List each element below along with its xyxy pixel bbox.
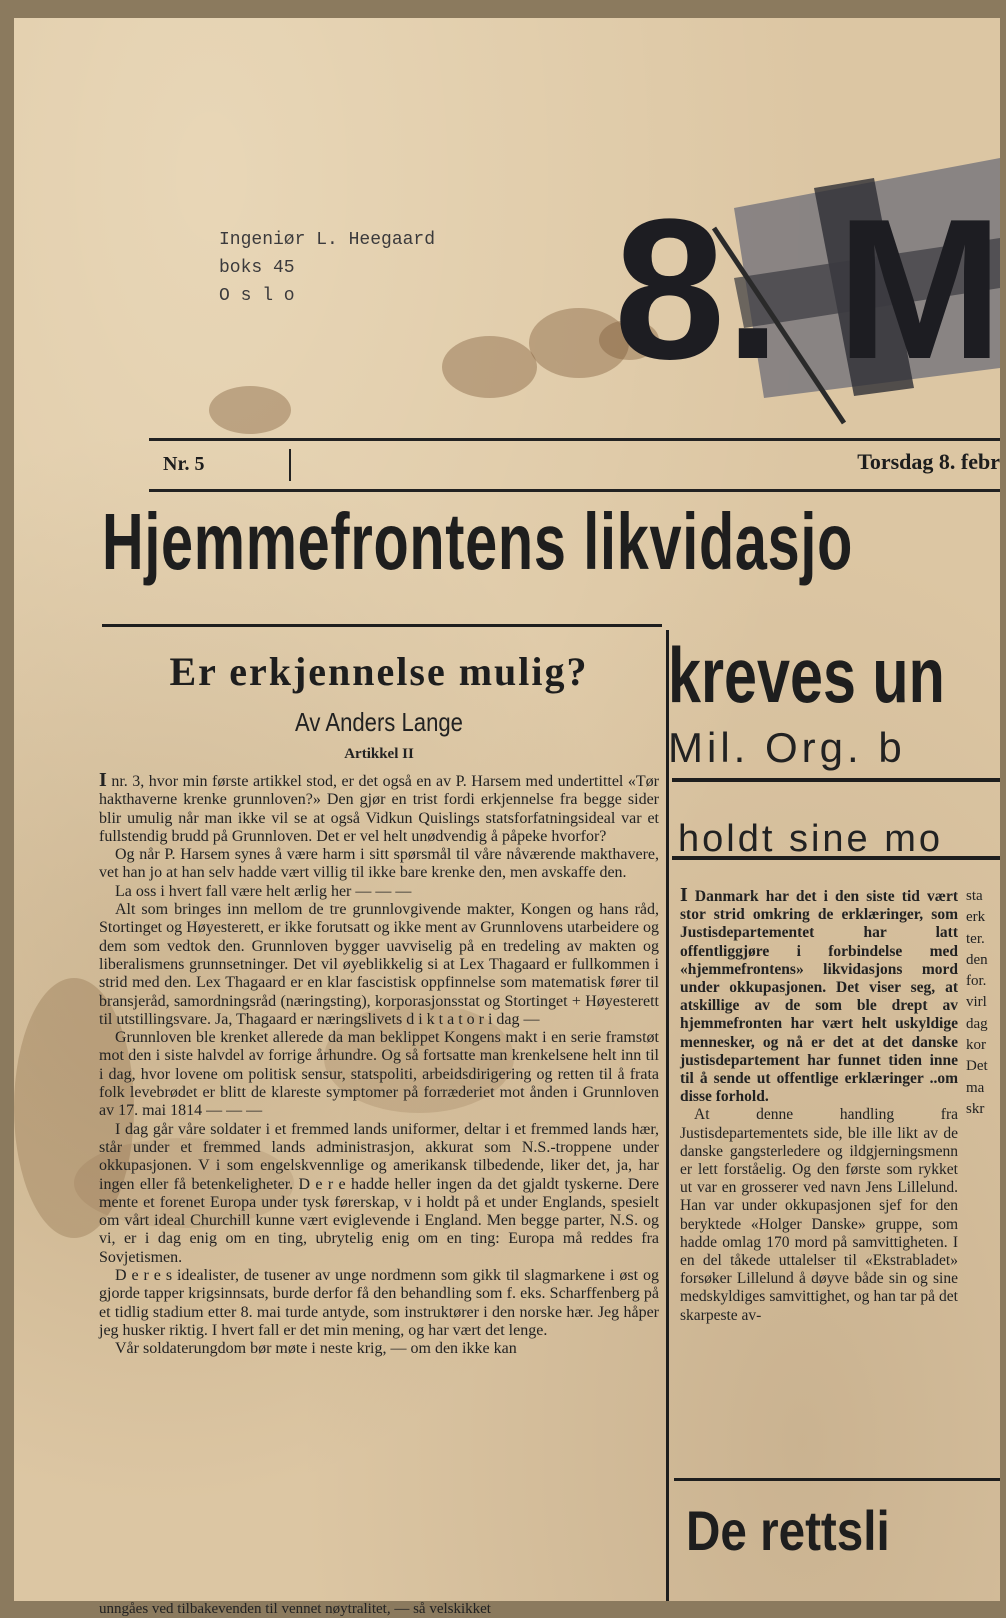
address-line: O s l o: [219, 286, 295, 306]
subheadline: kreves un: [668, 631, 945, 719]
stain-mark: [209, 386, 291, 434]
address-line: boks 45: [219, 258, 295, 278]
drop-cap: I: [99, 769, 107, 791]
paragraph: [99, 771, 659, 846]
edge-word: dag: [966, 1015, 988, 1032]
footer-line: unngåes ved tilbakevenden til vennet nøytralitet, — så velskikket: [99, 1601, 491, 1617]
issue-number: Nr. 5: [163, 453, 205, 475]
edge-word: sta: [966, 888, 983, 904]
edge-word: Det: [966, 1058, 988, 1075]
paragraph: I dag går våre soldater i et fremmed lands uniformer, deltar i et fremmed lands hær, står under et fremmed lands administrasjon, akkurat som N.S.-troppene under okkupasjonen. V i som engelskvennlige og amerikansk tilbedende, liker det, ja, har ingen eller få betenkeligheter. D e r e hadde heller ingen da det gjaldt tyskerne. Dere mente et forenet Europa under tysk førerskap, v i holdt på et under Englands, spesielt om vårt ideal Churchill kunne vært eviglevende i England. Men begge parter, N.S. og vi, er i dag enig om en ting, ubrytelig enig om en ting: Europa må reddes fra Sovjetismen.: [99, 1120, 659, 1266]
paragraph: Og når P. Harsem synes å være harm i sitt spørsmål til våre nåværende makthavere, vet han jo at han selv hadde vært villig til ikke bare krenke den, men avskaffe den.: [99, 846, 659, 882]
article-title: Er erkjennelse mulig?: [169, 649, 589, 694]
paragraph: At denne handling fra Justisdepartementets side, ble ille likt av de danske gangsterledere og ildgjerningsmenn er lett forståelig. Og den første som rykket ut var en grosserer ved navn Jens Lillelund. Han var under okkupasjonen sjef for den beryktede «Holger Danske» gruppe, som hadde omlag 170 mord på samvittigheten. I en del tåkede uttalelser til «Ekstrabladet» forsøker Lillelund å døyve både sin og sine medskyldiges samvittighet, og han tar på det skarpeste av-: [680, 1106, 958, 1324]
subheadline: Mil. Org. b: [668, 724, 906, 771]
drop-cap: I: [680, 884, 688, 906]
newspaper-page: [14, 18, 1003, 1617]
article-subtitle: Artikkel II: [344, 746, 414, 762]
edge-word: erk: [966, 909, 986, 926]
edge-word: virl: [966, 994, 987, 1011]
article-byline: Av Anders Lange: [295, 707, 463, 737]
edge-word: den: [966, 951, 988, 968]
divider: [102, 624, 662, 627]
article-body: [99, 771, 659, 1359]
paragraph-text: Danmark har det i den siste tid vært stor strid omkring de erklæringer, som Justisdepartementet har latt offentliggjøre i forbindelse med «hjemmefrontens» likvidasjons mord under okkupasjonen. Det viser seg, at atskillige av de som ble drept av hjemmefronten har vært helt uskyldige mennesker, og nå er det at det danske justisdepartement har funnet tiden inne til å sende ut offentlige erklæringer ..om disse forhold.: [680, 888, 958, 1106]
right-article-heads: [668, 630, 1000, 860]
subheadline: holdt sine mo: [678, 818, 944, 860]
divider: [672, 778, 1000, 782]
main-headline: Hjemmefrontens likvidasjo: [102, 497, 854, 586]
paragraph: Grunnloven ble krenket allerede da man beklippet Kongens makt i en serie framstøt mot den i siste halvdel av forrige århundre. Og så fortsatte man krenkelsene helt inn til i dag, hvor lovene om politisk sensur, statspoliti, arbeidsdirigering og retten til å frata folk levebrødet er blitt de klareste symptomer på forræderiet mot ånden i Grunnloven av 17. mai 1814 — — —: [99, 1029, 659, 1120]
address-stamp: [219, 226, 435, 310]
divider: [666, 630, 669, 1601]
edge-word: ma: [966, 1079, 985, 1096]
divider: [289, 449, 291, 481]
masthead-logo: [614, 168, 1003, 438]
issue-date: Torsdag 8. febr: [857, 449, 1000, 474]
paragraph-text: nr. 3, hvor min første artikkel stod, er det også en av P. Harsem med undertittel «Tør hakthaverne krenke grunnloven?» Den gjør en trist fordi erkjennelse fra begge sider blir umulig når man ikke vil se at også Vidkun Quislings statsforfatningsideal var et fullstendig brudd på Grunnloven. Det er vel helt unødvendig å påpeke hvorfor?: [99, 773, 659, 845]
edge-word: ter.: [966, 930, 985, 947]
divider: [674, 1478, 1000, 1481]
paragraph: D e r e s idealister, de tusener av unge nordmenn som gikk til slagmarkene i øst og gjorde tapper krigsinnsats, burde derfor få den behandling som f. eks. Scharffenberg på et tidlig stadium etter 8. mai turde antyde, som instruktører i den norske hær. Jeg håper jeg husker riktig. I hvert fall er det min mening, og har vært det lenge.: [99, 1267, 659, 1339]
paragraph: [680, 886, 958, 1106]
left-article: [99, 648, 659, 1359]
masthead-text: 8. M: [614, 178, 1003, 401]
right-article-body: [680, 886, 958, 1325]
paragraph: Vår soldaterungdom bør møte i neste krig, — om den ikke kan: [115, 1340, 517, 1358]
edge-word: kor: [966, 1037, 986, 1054]
paragraph: Alt som bringes inn mellom de tre grunnlovgivende makter, Kongen og hans råd, Stortinget og Høyesterett, er ikke forutsatt og ikke ment av Grunnlovens utarbeidere og dem som vedtok den. Grunnloven bygger uavviselig på en tredeling av makten og liberalismens grunnsetninger. Det vil øyeblikkelig si at Lex Thagaard er fullkommen i strid med den. Lex Thagaard er en klar fascistisk oppfinnelse som matematisk fører til bransjeråd, samordningsråd (næringsting), korporasjonsstat og Stortinget + Høyesterett til utstillingsvare. Ja, Thagaard er næringslivets d i k t a t o r i dag —: [99, 901, 659, 1028]
bottom-headline: De rettsli: [686, 1499, 890, 1562]
edge-column: [966, 886, 1006, 1120]
edge-word: skr: [966, 1100, 985, 1117]
address-line: Ingeniør L. Heegaard: [219, 230, 436, 250]
stain-mark: [442, 336, 537, 398]
paragraph: La oss i hvert fall være helt ærlig her — — —: [115, 882, 412, 900]
edge-word: for.: [966, 973, 987, 990]
info-bar: [149, 438, 1000, 492]
